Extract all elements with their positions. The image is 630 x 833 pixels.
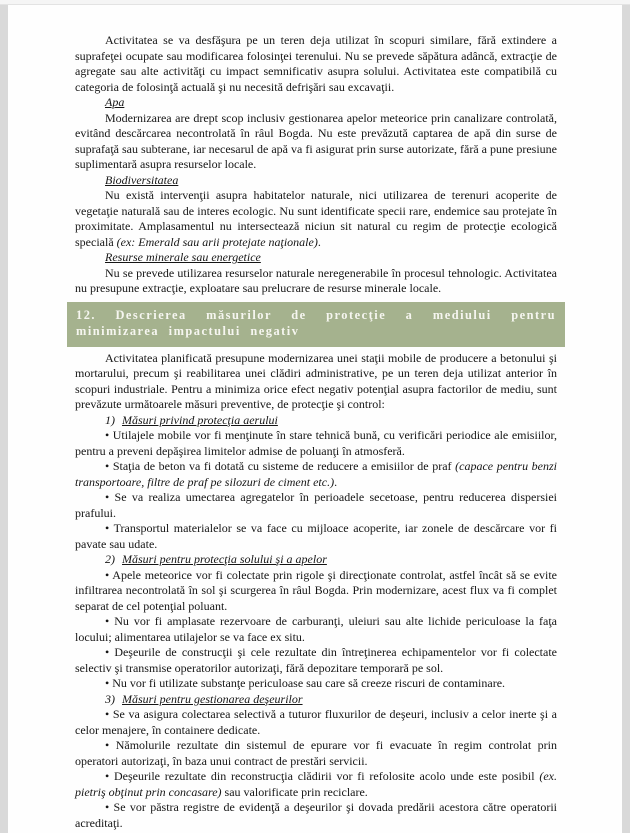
bullet-item — [75, 800, 557, 831]
bullet-item — [75, 707, 557, 738]
bullet-item — [75, 614, 557, 645]
italic-text-run: (ex. pietriş obţinut prin concasare) — [75, 769, 557, 799]
text-run: Staţia de beton va fi dotată cu sisteme de reducere a emisiilor de praf — [112, 459, 456, 473]
underlined-heading — [75, 173, 557, 189]
bullet-item — [75, 568, 557, 615]
bullet-item — [75, 738, 557, 769]
underlined-heading — [75, 95, 557, 111]
bullet-marker: • — [105, 428, 113, 442]
bullet-item — [75, 428, 557, 459]
bullet-marker: • — [105, 707, 113, 721]
text-run: Modernizarea are drept scop inclusiv gestionarea apelor meteorice prin canalizare controlată, evitând descărcarea necontrolată în râul Bogda. Nu este prevăzută captarea de apă din surse de suprafaţă sau subterane, iar necesarul de apă va fi asigurat prin surse autorizate, fără a pune presiune suplimentară asupra resurselor locale. — [75, 110, 557, 171]
text-run: Se vor păstra registre de evidenţă a deşeurilor şi dovada predării acestora către operatorii acreditaţi. — [75, 800, 558, 830]
bullet-marker: • — [105, 567, 113, 582]
text-run: Nu vor fi utilizate substanţe periculoase sau care să creeze riscuri de contaminare. — [112, 676, 506, 690]
text-run: Resurse minerale sau energetice — [105, 250, 261, 264]
text-run: Se va realiza umectarea agregatelor în perioadele secetoase, pentru reducerea dispersiei prafului. — [75, 490, 558, 520]
bullet-marker: • — [105, 459, 113, 473]
underlined-heading — [75, 250, 557, 266]
numbered-subheading — [75, 552, 557, 568]
paragraph — [75, 266, 557, 297]
bullet-marker: • — [105, 490, 115, 504]
text-run: Deşeurile rezultate din reconstrucţia clădirii vor fi refolosite acolo unde este posibil — [114, 769, 540, 783]
numbered-subheading — [75, 413, 557, 429]
bullet-marker: • — [105, 614, 115, 628]
bullet-marker: • — [105, 738, 116, 752]
text-run: Nu vor fi amplasate rezervoare de carburanţi, uleiuri sau alte lichide periculoase la faţa locului; alimentarea utilajelor se va face ex situ. — [75, 614, 557, 644]
bullet-marker: • — [105, 645, 115, 659]
text-run: Nămolurile rezultate din sistemul de epurare vor fi evacuate în regim controlat prin operatori autorizaţi, în baza unui contract de prestări servicii. — [75, 738, 558, 768]
bullet-item — [75, 459, 557, 490]
text-run: Activitatea se va desfăşura pe un teren deja utilizat în scopuri similare, fără extindere a suprafeţei ocupate sau modificarea folosinţei terenului. Nu se prevede săpătura adâncă, extracţie de agregate sau alte activităţi cu impact semnificativ asupra solului. Activitatea este compatibilă cu categoria de folosinţă actuală şi nu necesită defrişări sau excavaţii. — [75, 33, 557, 94]
text-run: Biodiversitatea — [105, 172, 179, 187]
paragraph — [75, 351, 557, 413]
bullet-item — [75, 769, 557, 800]
bullet-marker: • — [105, 800, 114, 814]
text-run: Deşeurile de construcţii şi cele rezultate din întreţinerea echipamentelor vor fi colectate selectiv şi transmise operatorilor autorizaţi, fără depozitare temporară pe sol. — [75, 645, 557, 675]
paragraph — [75, 33, 557, 95]
text-run: 2) — [105, 552, 115, 566]
italic-text-run: (capace pentru benzi transportoare, filtre de praf pe silozuri de ciment etc.) — [75, 459, 558, 489]
text-run: Măsuri pentru gestionarea deşeurilor — [122, 691, 303, 706]
text-run: 1) — [105, 412, 115, 427]
text-run: sau valorificate prin reciclare. — [221, 784, 368, 799]
text-run: Nu se prevede utilizarea resurselor naturale neregenerabile în procesul tehnologic. Activitatea nu presupune extracţie, exploatare sau prelucrare de resurse minerale locale. — [75, 265, 557, 295]
text-run: Utilajele mobile vor fi menţinute în stare tehnică bună, cu verificări periodice ale emisiilor, pentru a preveni depăşirea limitelor admise de poluanţi în atmosferă. — [75, 428, 557, 458]
paragraph — [75, 111, 557, 173]
bullet-item — [75, 676, 557, 692]
bullet-marker: • — [105, 769, 114, 783]
section-12-header: 12. Descrierea măsurilor de protecţie a mediului pentru minimizarea impactului negativ — [67, 302, 565, 347]
text-run: Apa — [105, 95, 125, 109]
text-run: Transportul materialelor se va face cu mijloace acoperite, iar zonele de descărcare vor fi pavate sau udate. — [75, 521, 558, 551]
text-run: Se va asigura colectarea selectivă a tuturor fluxurilor de deşeuri, inclusiv a celor inerte şi a celor menajere, în containere dedicate. — [75, 707, 558, 737]
text-run: Activitatea planificată presupune modernizarea unei staţii mobile de producere a betonului şi mortarului, precum şi reabilitarea unei clădiri administrative, pe un teren deja utilizat anterior în scopuri industriale. Pentru a minimiza orice efect negativ potenţial asupra factorilor de mediu, sunt prevăzute următoarele măsuri preventive, de protecţie şi control: — [75, 350, 557, 411]
text-run: . — [334, 474, 338, 489]
numbered-subheading — [75, 692, 557, 708]
text-run: Măsuri privind protecţia aerului — [122, 412, 278, 427]
document-page — [8, 5, 622, 833]
text-run: 3) — [105, 691, 115, 706]
text-run: . — [317, 234, 321, 249]
text-run: Măsuri pentru protecţia solului şi a apelor — [122, 552, 327, 566]
text-run: Nu există intervenţii asupra habitatelor naturale, nici utilizarea de terenuri acoperite de vegetaţie naturală sau de interes ecologic. Nu sunt identificate specii rare, endemice sau protejate în proximitate. Amplasamentul nu intersectează niciun sit natural cu regim de protecţie ecologică specială — [75, 188, 557, 249]
bullet-item — [75, 490, 557, 521]
bullet-item — [75, 521, 557, 552]
paragraph — [75, 188, 557, 250]
text-run: Apele meteorice vor fi colectate prin rigole şi direcţionate controlat, astfel încât să se evite infiltrarea necontrolată în sol şi scurgerea în râul Bogda. Prin modernizare, acest flux va fi complet separat de cel potenţial poluant. — [75, 567, 557, 613]
bullet-item — [75, 645, 557, 676]
bullet-marker: • — [105, 676, 113, 690]
italic-text-run: (ex: Emerald sau arii protejate naţionale) — [116, 234, 318, 249]
document-content — [8, 5, 622, 831]
bullet-marker: • — [105, 521, 114, 535]
